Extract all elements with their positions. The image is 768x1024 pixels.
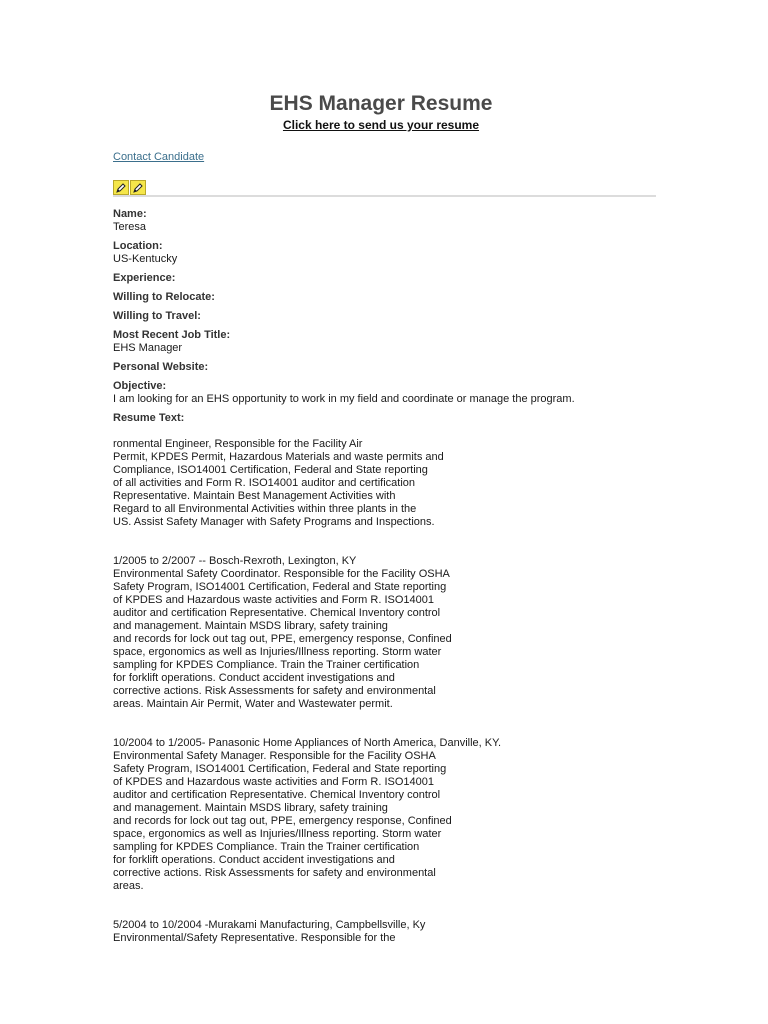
contact-candidate-link[interactable]: Contact Candidate bbox=[113, 151, 205, 163]
resume-paragraph: ronmental Engineer, Responsible for the Facility Air Permit, KPDES Permit, Hazardous Materials and waste permits and Compliance, ISO14001 Certification, Federal and State reporting of all activities and Form R. ISO14001 auditor and certification Representative. Maintain Best Management Activities with Regard to all Environmental Activities within three plants in the US. Assist Safety Manager with Safety Programs and Inspections. bbox=[113, 438, 444, 528]
travel-label: Willing to Travel: bbox=[113, 310, 201, 322]
objective-field bbox=[113, 380, 673, 406]
job-title-field bbox=[113, 329, 673, 355]
page-title: EHS Manager Resume bbox=[269, 92, 493, 115]
resume-paragraph: 5/2004 to 10/2004 -Murakami Manufacturing, Campbellsville, Ky Environmental/Safety Representative. Responsible for the bbox=[113, 919, 426, 944]
name-field bbox=[113, 208, 673, 234]
objective-value: I am looking for an EHS opportunity to work in my field and coordinate or manage the program. bbox=[113, 393, 575, 405]
pencil-icon[interactable] bbox=[113, 180, 129, 195]
name-label: Name: bbox=[113, 208, 147, 220]
travel-field bbox=[113, 310, 673, 323]
divider bbox=[113, 195, 656, 197]
website-field bbox=[113, 361, 673, 374]
objective-label: Objective: bbox=[113, 380, 167, 392]
experience-label: Experience: bbox=[113, 272, 176, 284]
experience-field bbox=[113, 272, 673, 285]
send-resume-link[interactable]: Click here to send us your resume bbox=[282, 118, 480, 132]
website-label: Personal Website: bbox=[113, 361, 209, 373]
toolbar bbox=[113, 180, 146, 195]
relocate-label: Willing to Relocate: bbox=[113, 291, 215, 303]
location-field bbox=[113, 240, 673, 266]
pencil-icon[interactable] bbox=[130, 180, 146, 195]
candidate-details bbox=[113, 208, 673, 977]
relocate-field bbox=[113, 291, 673, 304]
job-title-value: EHS Manager bbox=[113, 342, 183, 354]
resume-text-label: Resume Text: bbox=[113, 412, 185, 424]
name-value: Teresa bbox=[113, 221, 147, 233]
resume-paragraph: 1/2005 to 2/2007 -- Bosch-Rexroth, Lexington, KY Environmental Safety Coordinator. Responsible for the Facility OSHA Safety Program, ISO14001 Certification, Federal and State reporting of KPDES and Hazardous waste activities and Form R. ISO14001 auditor and certification Representative. Chemical Inventory control and management. Maintain MSDS library, safety training and records for lock out tag out, PPE, emergency response, Confined space, ergonomics as well as Injuries/Illness reporting. Storm water sampling for KPDES Compliance. Train the Trainer certification for forklift operations. Conduct accident investigations and corrective actions. Risk Assessments for safety and environmental areas. Maintain Air Permit, Water and Wastewater permit. bbox=[113, 555, 452, 710]
resume-text-body bbox=[113, 425, 673, 971]
resume-text-field bbox=[113, 412, 673, 971]
job-title-label: Most Recent Job Title: bbox=[113, 329, 231, 341]
location-value: US-Kentucky bbox=[113, 253, 178, 265]
location-label: Location: bbox=[113, 240, 163, 252]
resume-paragraph: 10/2004 to 1/2005- Panasonic Home Appliances of North America, Danville, KY. Environmental Safety Manager. Responsible for the Facility OSHA Safety Program, ISO14001 Certification, Federal and State reporting of KPDES and Hazardous waste activities and Form R. ISO14001 auditor and certification Representative. Chemical Inventory control and management. Maintain MSDS library, safety training and records for lock out tag out, PPE, emergency response, Confined space, ergonomics as well as Injuries/Illness reporting. Storm water sampling for KPDES Compliance. Train the Trainer certification for forklift operations. Conduct accident investigations and corrective actions. Risk Assessments for safety and environmental areas. bbox=[113, 737, 502, 892]
